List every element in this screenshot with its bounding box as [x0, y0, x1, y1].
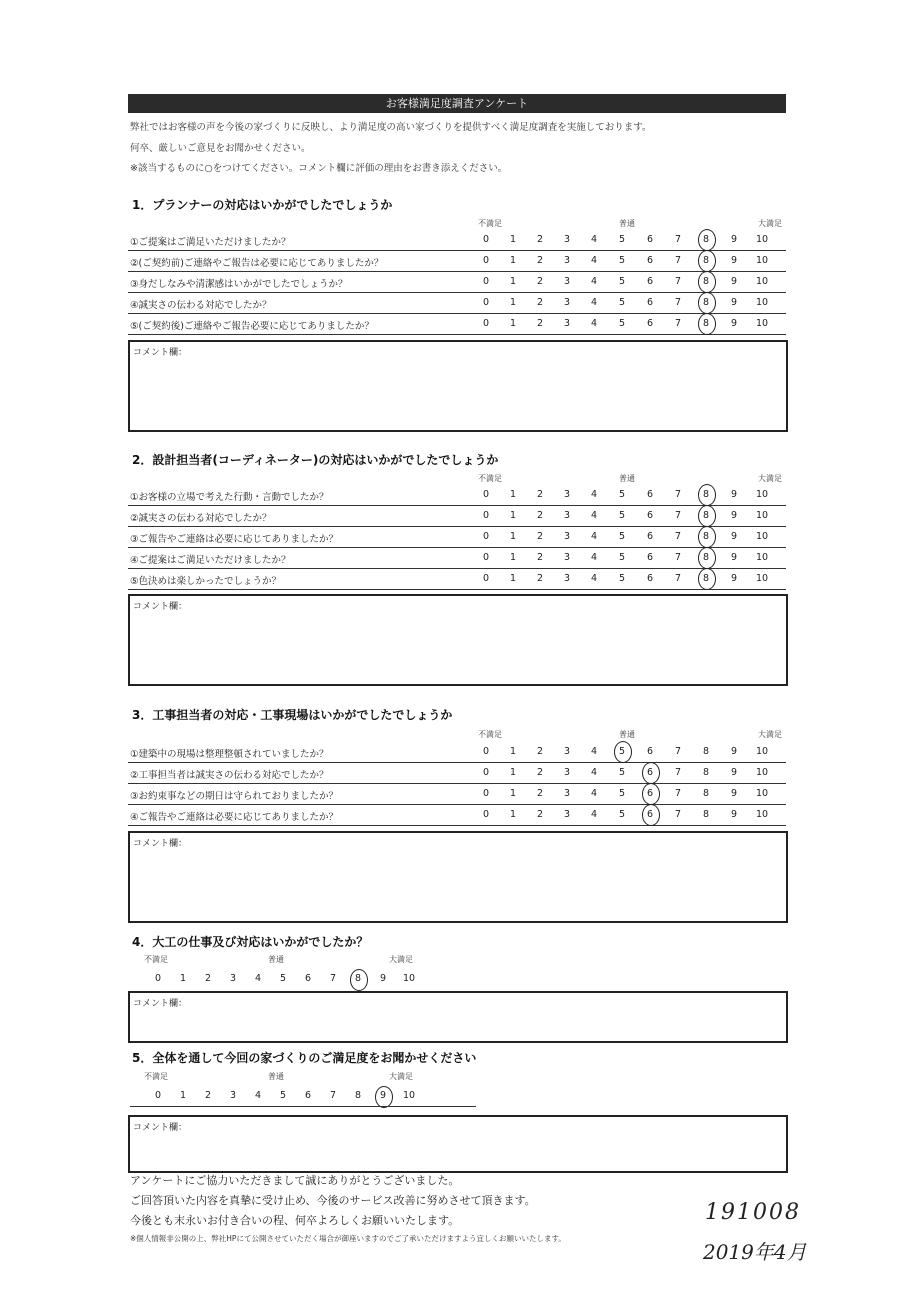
rating-option-10[interactable]: 10 — [755, 510, 769, 521]
selected-circle-mark — [698, 547, 716, 569]
rating-option-4[interactable]: 4 — [590, 767, 598, 778]
section-2-comment-box[interactable] — [128, 594, 788, 686]
rating-option-9[interactable]: 9 — [730, 297, 738, 308]
rating-option-3[interactable]: 3 — [563, 573, 571, 584]
rating-option-4[interactable]: 4 — [590, 531, 598, 542]
scale-mid-label: 普通 — [619, 474, 635, 483]
selected-circle-mark — [698, 313, 716, 335]
rating-option-9[interactable]: 9 — [730, 573, 738, 584]
rating-option-3[interactable]: 3 — [563, 276, 571, 287]
rating-option-1[interactable]: 1 — [509, 809, 517, 820]
rating-option-9[interactable]: 9 — [379, 1090, 387, 1101]
rating-option-6[interactable]: 6 — [646, 234, 654, 245]
question-row — [128, 229, 786, 251]
rating-option-4[interactable]: 4 — [590, 552, 598, 563]
rating-option-5[interactable]: 5 — [279, 973, 287, 984]
rating-option-7[interactable]: 7 — [674, 297, 682, 308]
rating-option-9[interactable]: 9 — [730, 746, 738, 757]
question-label: ④誠実さの伝わる対応でしたか？ — [130, 300, 272, 311]
question-label: ①建築中の現場は整理整頓されていましたか？ — [130, 749, 329, 760]
selected-circle-mark — [642, 762, 660, 784]
scale-mid-label: 普通 — [619, 219, 635, 228]
rating-option-9[interactable]: 9 — [730, 255, 738, 266]
rating-option-4[interactable]: 4 — [590, 788, 598, 799]
rating-option-7[interactable]: 7 — [674, 809, 682, 820]
handwritten-date: 2019年4月 — [703, 1240, 807, 1264]
rating-option-0[interactable]: 0 — [482, 573, 490, 584]
rating-option-9[interactable]: 9 — [379, 973, 387, 984]
rating-option-4[interactable]: 4 — [590, 276, 598, 287]
section-3-title: 3．工事担当者の対応・工事現場はいかがでしたでしょうか — [132, 708, 453, 722]
rating-option-8[interactable]: 8 — [702, 573, 710, 584]
rating-option-1[interactable]: 1 — [179, 1090, 187, 1101]
selected-circle-mark — [614, 741, 632, 763]
rating-option-0[interactable]: 0 — [154, 1090, 162, 1101]
selected-circle-mark — [698, 505, 716, 527]
rating-option-0[interactable]: 0 — [482, 767, 490, 778]
rating-option-2[interactable]: 2 — [536, 809, 544, 820]
rating-option-7[interactable]: 7 — [674, 531, 682, 542]
rating-option-8[interactable]: 8 — [702, 746, 710, 757]
rating-option-1[interactable]: 1 — [509, 255, 517, 266]
rating-option-2[interactable]: 2 — [536, 788, 544, 799]
rating-option-2[interactable]: 2 — [204, 973, 212, 984]
rating-option-4[interactable]: 4 — [590, 746, 598, 757]
section-4-rating-row — [0, 970, 920, 992]
rating-option-8[interactable]: 8 — [702, 510, 710, 521]
selected-circle-mark — [698, 250, 716, 272]
rating-option-5[interactable]: 5 — [279, 1090, 287, 1101]
rating-option-10[interactable]: 10 — [755, 276, 769, 287]
question-label: ①ご提案はご満足いただけましたか？ — [130, 237, 291, 248]
scale-low-label: 不満足 — [144, 1072, 168, 1081]
section-4-title: 4．大工の仕事及び対応はいかがでしたか？ — [132, 935, 369, 949]
scale-high-label: 大満足 — [389, 955, 413, 964]
scale-high-label: 大満足 — [758, 219, 782, 228]
rating-option-4[interactable]: 4 — [590, 510, 598, 521]
rating-option-2[interactable]: 2 — [536, 531, 544, 542]
rating-option-4[interactable]: 4 — [590, 318, 598, 329]
question-row — [128, 783, 786, 805]
question-label: ②誠実さの伝わる対応でしたか？ — [130, 513, 272, 524]
rating-option-7[interactable]: 7 — [674, 788, 682, 799]
question-label: ③身だしなみや清潔感はいかがでしたでしょうか？ — [130, 279, 348, 290]
selected-circle-mark — [698, 292, 716, 314]
question-row — [128, 547, 786, 569]
rating-option-6[interactable]: 6 — [646, 552, 654, 563]
rating-option-5[interactable]: 5 — [618, 767, 626, 778]
rating-option-7[interactable]: 7 — [329, 973, 337, 984]
rating-option-5[interactable]: 5 — [618, 489, 626, 500]
rating-option-5[interactable]: 5 — [618, 552, 626, 563]
intro-line-2: 何卒、厳しいご意見をお聞かせください。 — [130, 143, 311, 154]
scale-high-label: 大満足 — [758, 474, 782, 483]
scale-mid-label: 普通 — [268, 1072, 284, 1081]
section-5-comment-box[interactable] — [128, 1115, 788, 1173]
rating-option-1[interactable]: 1 — [509, 510, 517, 521]
question-row — [128, 313, 786, 335]
rating-option-6[interactable]: 6 — [646, 573, 654, 584]
rating-option-3[interactable]: 3 — [563, 531, 571, 542]
section-1-title: 1．プランナーの対応はいかがでしたでしょうか — [132, 198, 393, 212]
rating-option-8[interactable]: 8 — [702, 531, 710, 542]
rating-option-1[interactable]: 1 — [509, 489, 517, 500]
selected-circle-mark — [698, 526, 716, 548]
rating-option-7[interactable]: 7 — [674, 573, 682, 584]
rating-option-7[interactable]: 7 — [674, 510, 682, 521]
question-label: ②(ご契約前)ご連絡やご報告は必要に応じてありましたか？ — [130, 258, 384, 269]
rating-option-5[interactable]: 5 — [618, 297, 626, 308]
rating-option-7[interactable]: 7 — [329, 1090, 337, 1101]
rating-option-1[interactable]: 1 — [509, 297, 517, 308]
rating-option-10[interactable]: 10 — [755, 255, 769, 266]
rating-option-0[interactable]: 0 — [482, 234, 490, 245]
rating-option-1[interactable]: 1 — [509, 788, 517, 799]
selected-circle-mark — [642, 804, 660, 826]
rating-option-9[interactable]: 9 — [730, 234, 738, 245]
rating-option-0[interactable]: 0 — [154, 973, 162, 984]
selected-circle-mark — [698, 568, 716, 590]
rating-option-9[interactable]: 9 — [730, 510, 738, 521]
rating-option-8[interactable]: 8 — [702, 297, 710, 308]
rating-option-4[interactable]: 4 — [254, 973, 262, 984]
scale-high-label: 大満足 — [758, 730, 782, 739]
section-1-comment-box[interactable] — [128, 340, 788, 432]
footer-line-3: 今後とも末永いお付き合いの程、何卒よろしくお願いいたします。 — [130, 1214, 460, 1227]
selected-circle-mark — [698, 484, 716, 506]
rating-option-0[interactable]: 0 — [482, 809, 490, 820]
rating-option-6[interactable]: 6 — [646, 297, 654, 308]
rating-option-2[interactable]: 2 — [536, 746, 544, 757]
rating-option-2[interactable]: 2 — [536, 255, 544, 266]
rating-option-6[interactable]: 6 — [646, 809, 654, 820]
rating-option-8[interactable]: 8 — [702, 552, 710, 563]
rating-option-4[interactable]: 4 — [590, 297, 598, 308]
question-row — [128, 250, 786, 272]
rating-option-9[interactable]: 9 — [730, 767, 738, 778]
rating-option-5[interactable]: 5 — [618, 788, 626, 799]
section-5-title: 5．全体を通して今回の家づくりのご満足度をお聞かせください — [132, 1051, 477, 1065]
question-row — [128, 568, 786, 590]
question-label: ⑤(ご契約後)ご連絡やご報告必要に応じてありましたか？ — [130, 321, 374, 332]
rating-option-10[interactable]: 10 — [755, 552, 769, 563]
rating-option-8[interactable]: 8 — [702, 809, 710, 820]
rating-option-3[interactable]: 3 — [563, 234, 571, 245]
rating-option-10[interactable]: 10 — [755, 234, 769, 245]
rating-option-3[interactable]: 3 — [563, 489, 571, 500]
rating-option-6[interactable]: 6 — [646, 746, 654, 757]
rating-option-8[interactable]: 8 — [702, 255, 710, 266]
rating-option-5[interactable]: 5 — [618, 809, 626, 820]
section-3-comment-box[interactable] — [128, 831, 788, 923]
question-row — [128, 762, 786, 784]
rating-option-10[interactable]: 10 — [755, 788, 769, 799]
selected-circle-mark — [375, 1086, 393, 1108]
rating-option-7[interactable]: 7 — [674, 276, 682, 287]
rating-option-0[interactable]: 0 — [482, 255, 490, 266]
footer-line-1: アンケートにご協力いただきまして誠にありがとうございました。 — [130, 1174, 460, 1187]
rating-option-4[interactable]: 4 — [590, 234, 598, 245]
rating-option-3[interactable]: 3 — [563, 552, 571, 563]
question-row — [128, 271, 786, 293]
comment-label: コメント欄： — [133, 602, 188, 612]
section-4-comment-box[interactable] — [128, 991, 788, 1043]
privacy-footnote: ※個人情報非公開の上、弊社HPにて公開させていただく場合が御座いますのでご了承いただけますよう宜しくお願いいたします。 — [130, 1234, 566, 1243]
rating-option-1[interactable]: 1 — [509, 573, 517, 584]
rating-option-5[interactable]: 5 — [618, 531, 626, 542]
rating-option-7[interactable]: 7 — [674, 767, 682, 778]
rating-option-8[interactable]: 8 — [354, 1090, 362, 1101]
rating-option-6[interactable]: 6 — [646, 510, 654, 521]
section-2-title: 2．設計担当者(コーディネーター)の対応はいかがでしたでしょうか — [132, 453, 499, 467]
rating-option-0[interactable]: 0 — [482, 510, 490, 521]
rating-option-9[interactable]: 9 — [730, 318, 738, 329]
comment-label: コメント欄： — [133, 999, 188, 1009]
handwritten-code: 191008 — [705, 1200, 801, 1225]
rating-option-10[interactable]: 10 — [755, 489, 769, 500]
rating-option-10[interactable]: 10 — [755, 809, 769, 820]
rating-option-1[interactable]: 1 — [509, 746, 517, 757]
rating-option-3[interactable]: 3 — [563, 318, 571, 329]
rating-option-10[interactable]: 10 — [755, 297, 769, 308]
rating-option-2[interactable]: 2 — [536, 297, 544, 308]
rating-option-0[interactable]: 0 — [482, 318, 490, 329]
comment-label: コメント欄： — [133, 1123, 188, 1133]
rating-option-3[interactable]: 3 — [563, 788, 571, 799]
rating-option-1[interactable]: 1 — [509, 767, 517, 778]
rating-option-8[interactable]: 8 — [702, 788, 710, 799]
rating-option-4[interactable]: 4 — [590, 255, 598, 266]
rating-option-10[interactable]: 10 — [402, 1090, 416, 1101]
rating-option-9[interactable]: 9 — [730, 276, 738, 287]
rating-option-2[interactable]: 2 — [204, 1090, 212, 1101]
rating-option-0[interactable]: 0 — [482, 788, 490, 799]
question-label: ⑤色決めは楽しかったでしょうか？ — [130, 576, 282, 587]
rating-option-4[interactable]: 4 — [590, 573, 598, 584]
rating-option-6[interactable]: 6 — [646, 788, 654, 799]
rating-option-0[interactable]: 0 — [482, 531, 490, 542]
rating-option-9[interactable]: 9 — [730, 489, 738, 500]
rating-option-2[interactable]: 2 — [536, 276, 544, 287]
rating-option-6[interactable]: 6 — [304, 1090, 312, 1101]
rating-option-6[interactable]: 6 — [646, 276, 654, 287]
rating-option-10[interactable]: 10 — [402, 973, 416, 984]
question-label: ④ご報告やご連絡は必要に応じてありましたか？ — [130, 812, 339, 823]
rating-option-2[interactable]: 2 — [536, 767, 544, 778]
rating-option-7[interactable]: 7 — [674, 552, 682, 563]
selected-circle-mark — [350, 969, 368, 991]
rating-option-6[interactable]: 6 — [646, 318, 654, 329]
rating-option-0[interactable]: 0 — [482, 552, 490, 563]
rating-option-1[interactable]: 1 — [509, 276, 517, 287]
scale-high-label: 大満足 — [389, 1072, 413, 1081]
rating-option-0[interactable]: 0 — [482, 276, 490, 287]
intro-line-1: 弊社ではお客様の声を今後の家づくりに反映し、より満足度の高い家づくりを提供すべく満足度調査を実施しております。 — [130, 122, 652, 133]
rating-option-10[interactable]: 10 — [755, 573, 769, 584]
rating-option-2[interactable]: 2 — [536, 552, 544, 563]
rating-option-0[interactable]: 0 — [482, 746, 490, 757]
rating-option-0[interactable]: 0 — [482, 489, 490, 500]
rating-option-5[interactable]: 5 — [618, 234, 626, 245]
rating-option-10[interactable]: 10 — [755, 531, 769, 542]
selected-circle-mark — [698, 229, 716, 251]
selected-circle-mark — [642, 783, 660, 805]
question-label: ②工事担当者は誠実さの伝わる対応でしたか？ — [130, 770, 329, 781]
scale-mid-label: 普通 — [619, 730, 635, 739]
rating-option-5[interactable]: 5 — [618, 276, 626, 287]
rating-option-3[interactable]: 3 — [563, 510, 571, 521]
rating-option-3[interactable]: 3 — [229, 1090, 237, 1101]
rating-option-5[interactable]: 5 — [618, 573, 626, 584]
rating-option-1[interactable]: 1 — [179, 973, 187, 984]
rating-option-2[interactable]: 2 — [536, 234, 544, 245]
question-row — [128, 741, 786, 763]
rating-option-3[interactable]: 3 — [563, 746, 571, 757]
rating-option-3[interactable]: 3 — [563, 809, 571, 820]
rating-option-1[interactable]: 1 — [509, 234, 517, 245]
question-row — [128, 526, 786, 548]
footer-line-2: ご回答頂いた内容を真摯に受け止め、今後のサービス改善に努めさせて頂きます。 — [130, 1194, 536, 1207]
rating-option-9[interactable]: 9 — [730, 809, 738, 820]
rating-option-3[interactable]: 3 — [563, 767, 571, 778]
rating-option-7[interactable]: 7 — [674, 234, 682, 245]
rating-option-10[interactable]: 10 — [755, 767, 769, 778]
rating-option-2[interactable]: 2 — [536, 318, 544, 329]
rating-option-6[interactable]: 6 — [304, 973, 312, 984]
rating-option-5[interactable]: 5 — [618, 510, 626, 521]
rating-option-8[interactable]: 8 — [702, 489, 710, 500]
rating-option-4[interactable]: 4 — [254, 1090, 262, 1101]
question-row — [128, 505, 786, 527]
rating-option-8[interactable]: 8 — [702, 234, 710, 245]
rating-option-2[interactable]: 2 — [536, 489, 544, 500]
rating-option-6[interactable]: 6 — [646, 531, 654, 542]
selected-circle-mark — [698, 271, 716, 293]
survey-title: お客様満足度調査アンケート — [128, 94, 786, 113]
rating-option-6[interactable]: 6 — [646, 767, 654, 778]
rating-option-7[interactable]: 7 — [674, 318, 682, 329]
rating-option-9[interactable]: 9 — [730, 531, 738, 542]
rating-option-0[interactable]: 0 — [482, 297, 490, 308]
rating-option-8[interactable]: 8 — [702, 318, 710, 329]
question-row — [128, 484, 786, 506]
rating-option-9[interactable]: 9 — [730, 788, 738, 799]
intro-line-3: ※該当するものに○をつけてください。コメント欄に評価の理由をお書き添えください。 — [130, 163, 508, 174]
scale-low-label: 不満足 — [478, 474, 502, 483]
scale-low-label: 不満足 — [478, 219, 502, 228]
rating-option-6[interactable]: 6 — [646, 255, 654, 266]
question-label: ③ご報告やご連絡は必要に応じてありましたか？ — [130, 534, 339, 545]
rating-option-2[interactable]: 2 — [536, 510, 544, 521]
rating-option-8[interactable]: 8 — [702, 767, 710, 778]
question-row — [128, 804, 786, 826]
rating-option-1[interactable]: 1 — [509, 552, 517, 563]
rating-option-4[interactable]: 4 — [590, 809, 598, 820]
rating-option-1[interactable]: 1 — [509, 318, 517, 329]
rating-option-9[interactable]: 9 — [730, 552, 738, 563]
section-5-underline — [130, 1106, 476, 1107]
comment-label: コメント欄： — [133, 348, 188, 358]
question-label: ③お約束事などの期日は守られておりましたか？ — [130, 791, 339, 802]
rating-option-3[interactable]: 3 — [229, 973, 237, 984]
rating-option-5[interactable]: 5 — [618, 746, 626, 757]
scale-low-label: 不満足 — [144, 955, 168, 964]
rating-option-7[interactable]: 7 — [674, 255, 682, 266]
rating-option-1[interactable]: 1 — [509, 531, 517, 542]
scale-mid-label: 普通 — [268, 955, 284, 964]
rating-option-10[interactable]: 10 — [755, 318, 769, 329]
rating-option-10[interactable]: 10 — [755, 746, 769, 757]
rating-option-8[interactable]: 8 — [702, 276, 710, 287]
rating-option-4[interactable]: 4 — [590, 489, 598, 500]
question-row — [128, 292, 786, 314]
rating-option-8[interactable]: 8 — [354, 973, 362, 984]
question-label: ④ご提案はご満足いただけましたか？ — [130, 555, 291, 566]
rating-option-3[interactable]: 3 — [563, 297, 571, 308]
rating-option-2[interactable]: 2 — [536, 573, 544, 584]
rating-option-5[interactable]: 5 — [618, 318, 626, 329]
question-label: ①お客様の立場で考えた行動・言動でしたか？ — [130, 492, 329, 503]
rating-option-5[interactable]: 5 — [618, 255, 626, 266]
rating-option-7[interactable]: 7 — [674, 489, 682, 500]
rating-option-7[interactable]: 7 — [674, 746, 682, 757]
rating-option-6[interactable]: 6 — [646, 489, 654, 500]
rating-option-3[interactable]: 3 — [563, 255, 571, 266]
comment-label: コメント欄： — [133, 839, 188, 849]
scale-low-label: 不満足 — [478, 730, 502, 739]
